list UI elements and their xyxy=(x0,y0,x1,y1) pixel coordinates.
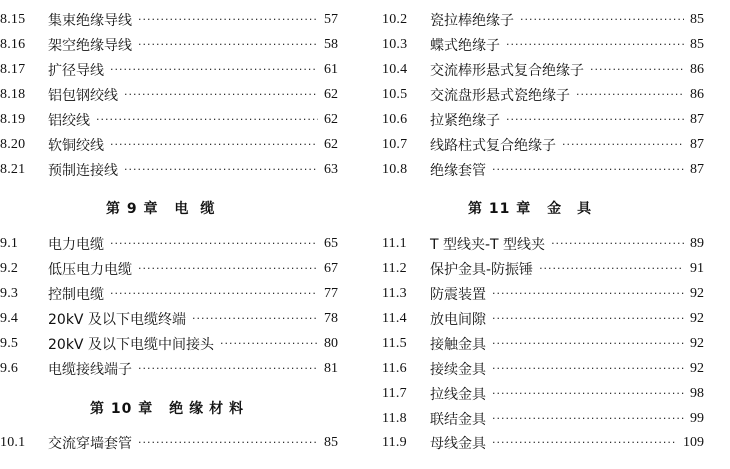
page-number: 78 xyxy=(324,311,338,326)
section-number: 10.3 xyxy=(382,37,408,52)
section-title: 接续金具 xyxy=(430,362,486,378)
chapter-label: 第 9 章 xyxy=(106,201,159,217)
section-title: 放电间隙 xyxy=(430,312,486,328)
section-title: 软铜绞线 xyxy=(48,138,104,154)
section-title: 电缆接线端子 xyxy=(48,362,132,378)
dot-leader xyxy=(562,136,684,150)
section-title: 交流盘形悬式瓷绝缘子 xyxy=(430,88,570,104)
section-number: 9.3 xyxy=(0,286,19,301)
section-title: 瓷拉棒绝缘子 xyxy=(430,13,514,29)
toc-entry[interactable] xyxy=(0,357,338,381)
dot-leader xyxy=(539,260,684,274)
chapter-title: 金具 xyxy=(547,201,608,217)
dot-leader xyxy=(220,335,318,349)
page-number: 62 xyxy=(324,87,338,102)
section-title: 交流穿墙套管 xyxy=(48,436,132,452)
dot-leader xyxy=(492,434,677,448)
section-number: 11.5 xyxy=(382,336,407,351)
section-number: 9.5 xyxy=(0,336,19,351)
toc-entry[interactable] xyxy=(382,357,704,381)
toc-entry[interactable] xyxy=(382,58,704,82)
section-title: 铝包钢绞线 xyxy=(48,88,118,104)
section-number: 11.8 xyxy=(382,411,407,426)
section-title: 保护金具-防振锤 xyxy=(430,262,534,278)
chapter-title: 电缆 xyxy=(174,201,227,217)
section-number: 10.4 xyxy=(382,62,408,77)
toc-entry[interactable] xyxy=(382,133,704,157)
toc-entry[interactable] xyxy=(0,158,338,182)
toc-entry[interactable] xyxy=(382,108,704,132)
section-number: 9.6 xyxy=(0,361,19,376)
toc-entry[interactable] xyxy=(0,33,338,57)
page-number: 86 xyxy=(690,87,704,102)
dot-leader xyxy=(492,335,684,349)
page-number: 85 xyxy=(690,12,704,27)
toc-entry[interactable] xyxy=(382,282,704,306)
page-number: 85 xyxy=(324,435,338,450)
page-number: 89 xyxy=(690,236,704,251)
section-number: 11.6 xyxy=(382,361,407,376)
page-number: 92 xyxy=(690,286,704,301)
section-title: 绝缘套管 xyxy=(430,163,486,179)
section-title: 低压电力电缆 xyxy=(48,262,132,278)
section-title: 20kV 及以下电缆中间接头 xyxy=(48,337,214,353)
toc-entry[interactable] xyxy=(382,431,704,455)
dot-leader xyxy=(492,410,684,424)
page-number: 63 xyxy=(324,162,338,177)
dot-leader xyxy=(110,136,318,150)
dot-leader xyxy=(492,161,684,175)
section-title: 蝶式绝缘子 xyxy=(430,38,500,54)
dot-leader xyxy=(551,235,684,249)
page-number: 87 xyxy=(690,162,704,177)
toc-entry[interactable] xyxy=(0,307,338,331)
section-number: 10.1 xyxy=(0,435,26,450)
section-number: 11.3 xyxy=(382,286,407,301)
section-number: 11.7 xyxy=(382,386,407,401)
dot-leader xyxy=(110,285,318,299)
section-number: 8.17 xyxy=(0,62,26,77)
page-number: 61 xyxy=(324,62,338,77)
page-number: 87 xyxy=(690,112,704,127)
section-number: 10.5 xyxy=(382,87,408,102)
page-number: 98 xyxy=(690,386,704,401)
page-number: 58 xyxy=(324,37,338,52)
page-number: 85 xyxy=(690,37,704,52)
chapter-heading[interactable] xyxy=(90,398,249,418)
page-number: 91 xyxy=(690,261,704,276)
toc-entry[interactable] xyxy=(0,232,338,256)
section-number: 11.4 xyxy=(382,311,407,326)
section-number: 9.4 xyxy=(0,311,19,326)
dot-leader xyxy=(492,385,684,399)
toc-entry[interactable] xyxy=(382,332,704,356)
page-number: 62 xyxy=(324,137,338,152)
section-title: 扩径导线 xyxy=(48,63,104,79)
page-number: 87 xyxy=(690,137,704,152)
section-title: 电力电缆 xyxy=(48,237,104,253)
section-number: 10.6 xyxy=(382,112,408,127)
section-title: T 型线夹-T 型线夹 xyxy=(430,237,546,253)
section-number: 8.20 xyxy=(0,137,26,152)
section-number: 8.19 xyxy=(0,112,26,127)
section-title: 拉线金具 xyxy=(430,387,486,403)
page-number: 67 xyxy=(324,261,338,276)
toc-entry[interactable] xyxy=(0,282,338,306)
dot-leader xyxy=(590,61,684,75)
dot-leader xyxy=(192,310,318,324)
toc-entry[interactable] xyxy=(382,407,704,431)
page-number: 92 xyxy=(690,361,704,376)
chapter-title: 绝缘材料 xyxy=(169,401,250,417)
page-number: 81 xyxy=(324,361,338,376)
page-number: 65 xyxy=(324,236,338,251)
toc-entry[interactable] xyxy=(382,257,704,281)
toc-entry[interactable] xyxy=(382,232,704,256)
section-title: 交流棒形悬式复合绝缘子 xyxy=(430,63,584,79)
section-number: 11.2 xyxy=(382,261,407,276)
dot-leader xyxy=(492,285,684,299)
toc-entry[interactable] xyxy=(382,307,704,331)
dot-leader xyxy=(576,86,684,100)
section-number: 10.8 xyxy=(382,162,408,177)
section-number: 10.2 xyxy=(382,12,408,27)
page-number: 99 xyxy=(690,411,704,426)
toc-entry[interactable] xyxy=(382,33,704,57)
toc-entry[interactable] xyxy=(0,332,338,356)
page-number: 77 xyxy=(324,286,338,301)
dot-leader xyxy=(138,260,318,274)
toc-entry[interactable] xyxy=(0,257,338,281)
dot-leader xyxy=(110,61,318,75)
dot-leader xyxy=(138,434,318,448)
page-number: 86 xyxy=(690,62,704,77)
toc-entry[interactable] xyxy=(0,58,338,82)
section-number: 9.2 xyxy=(0,261,19,276)
toc-entry[interactable] xyxy=(382,158,704,182)
page-number: 57 xyxy=(324,12,338,27)
section-title: 防震装置 xyxy=(430,287,486,303)
section-number: 9.1 xyxy=(0,236,19,251)
chapter-label: 第 11 章 xyxy=(468,201,532,217)
section-title: 接触金具 xyxy=(430,337,486,353)
dot-leader xyxy=(492,310,684,324)
chapter-label: 第 10 章 xyxy=(90,401,154,417)
dot-leader xyxy=(138,36,318,50)
dot-leader xyxy=(520,11,684,25)
chapter-heading[interactable] xyxy=(106,198,226,218)
section-number: 11.1 xyxy=(382,236,407,251)
section-title: 母线金具 xyxy=(430,436,486,452)
section-title: 架空绝缘导线 xyxy=(48,38,132,54)
section-number: 8.16 xyxy=(0,37,26,52)
section-title: 20kV 及以下电缆终端 xyxy=(48,312,186,328)
dot-leader xyxy=(138,11,318,25)
section-title: 铝绞线 xyxy=(48,113,90,129)
toc-entry[interactable] xyxy=(0,431,338,455)
section-number: 8.15 xyxy=(0,12,26,27)
dot-leader xyxy=(506,111,684,125)
section-title: 预制连接线 xyxy=(48,163,118,179)
page-number: 92 xyxy=(690,336,704,351)
dot-leader xyxy=(506,36,684,50)
toc-entry[interactable] xyxy=(0,133,338,157)
toc-entry[interactable] xyxy=(382,8,704,32)
section-title: 线路柱式复合绝缘子 xyxy=(430,138,556,154)
section-title: 集束绝缘导线 xyxy=(48,13,132,29)
chapter-heading[interactable] xyxy=(468,198,607,218)
section-title: 拉紧绝缘子 xyxy=(430,113,500,129)
toc-entry[interactable] xyxy=(382,382,704,406)
dot-leader xyxy=(96,111,318,125)
section-title: 联结金具 xyxy=(430,412,486,428)
dot-leader xyxy=(138,360,318,374)
page-number: 62 xyxy=(324,112,338,127)
toc-entry[interactable] xyxy=(0,8,338,32)
dot-leader xyxy=(110,235,318,249)
section-number: 8.18 xyxy=(0,87,26,102)
toc-entry[interactable] xyxy=(382,83,704,107)
dot-leader xyxy=(124,161,318,175)
page-number: 80 xyxy=(324,336,338,351)
dot-leader xyxy=(492,360,684,374)
toc-entry[interactable] xyxy=(0,108,338,132)
section-number: 10.7 xyxy=(382,137,408,152)
toc-entry[interactable] xyxy=(0,83,338,107)
section-number: 11.9 xyxy=(382,435,407,450)
section-number: 8.21 xyxy=(0,162,26,177)
page-number: 109 xyxy=(683,435,704,450)
section-title: 控制电缆 xyxy=(48,287,104,303)
page-number: 92 xyxy=(690,311,704,326)
dot-leader xyxy=(124,86,318,100)
